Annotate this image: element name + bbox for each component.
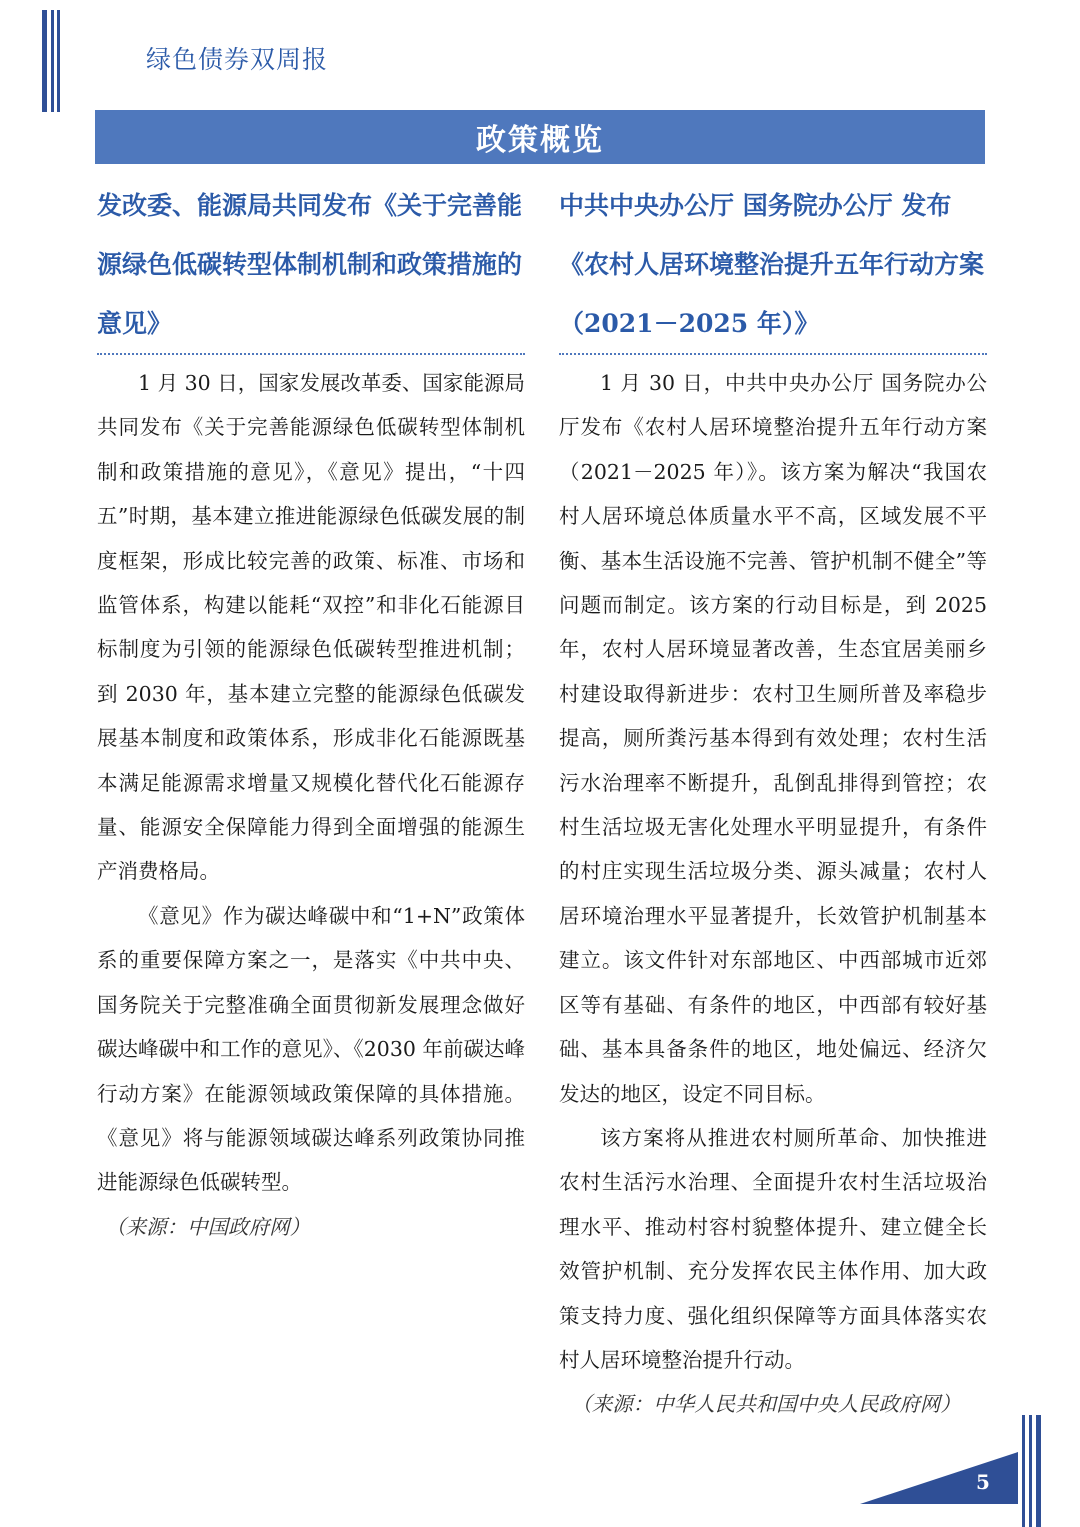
title-divider <box>97 353 525 355</box>
article-title: 中共中央办公厅 国务院办公厅 发布《农村人居环境整治提升五年行动方案（2021－2025 年）》 <box>559 191 985 338</box>
article-source: （来源：中华人民共和国中央人民政府网） <box>571 1392 961 1417</box>
article-left <box>97 176 525 1249</box>
section-banner <box>95 110 985 164</box>
publication-title: 绿色债券双周报 <box>146 45 329 74</box>
article-paragraph: 1 月 30 日，中共中央办公厅 国务院办公厅发布《农村人居环境整治提升五年行动方案（2021－2025 年）》。该方案为解决“我国农村人居环境总体质量水平不高，区域发展不平衡、基本生活设施不完善、管护机制不健全”等问题而制定。该方案的行动目标是，到 2025 年，农村人居环境显著改善，生态宜居美丽乡村建设取得新进步：农村卫生厕所普及率稳步提高，厕所粪污基本得到有效处理；农村生活污水治理率不断提升，乱倒乱排得到管控；农村生活垃圾无害化处理水平明显提升，有条件的村庄实现生活垃圾分类、源头减量；农村人居环境治理水平显著提升，长效管护机制基本建立。该文件针对东部地区、中西部城市近郊区等有基础、有条件的地区，中西部有较好基础、基本具备条件的地区，地处偏远、经济欠发达的地区，设定不同目标。 <box>559 371 987 1106</box>
article-title: 发改委、能源局共同发布《关于完善能源绿色低碳转型体制机制和政策措施的意见》 <box>97 191 523 338</box>
section-title: 政策概览 <box>476 123 604 158</box>
article-paragraph: 该方案将从推进农村厕所革命、加快推进农村生活污水治理、全面提升农村生活垃圾治理水平、推动村容村貌整体提升、建立健全长效管护机制、充分发挥农民主体作用、加大政策支持力度、强化组织保障等方面具体落实农村人居环境整治提升行动。 <box>559 1125 987 1372</box>
article-body <box>559 361 987 1427</box>
footer-decor-bars <box>1022 1415 1044 1527</box>
article-right <box>559 176 987 1427</box>
page-number: 5 <box>976 1470 990 1494</box>
article-source: （来源：中国政府网） <box>105 1214 311 1239</box>
article-body <box>97 361 525 1249</box>
article-paragraph: 《意见》作为碳达峰碳中和“1+N”政策体系的重要保障方案之一，是落实《中共中央、国务院关于完整准确全面贯彻新发展理念做好碳达峰碳中和工作的意见》、《2030 年前碳达峰行动方案》在能源领域政策保障的具体措施。《意见》将与能源领域碳达峰系列政策协同推进能源绿色低碳转型。 <box>97 903 525 1195</box>
article-paragraph: 1 月 30 日，国家发展改革委、国家能源局共同发布《关于完善能源绿色低碳转型体制机制和政策措施的意见》，《意见》提出，“十四五”时期，基本建立推进能源绿色低碳发展的制度框架，形成比较完善的政策、标准、市场和监管体系，构建以能耗“双控”和非化石能源目标制度为引领的能源绿色低碳转型推进机制；到 2030 年，基本建立完整的能源绿色低碳发展基本制度和政策体系，形成非化石能源既基本满足能源需求增量又规模化替代化石能源存量、能源安全保障能力得到全面增强的能源生产消费格局。 <box>97 371 525 884</box>
header-decor-bars <box>42 10 64 112</box>
title-divider <box>559 353 987 355</box>
